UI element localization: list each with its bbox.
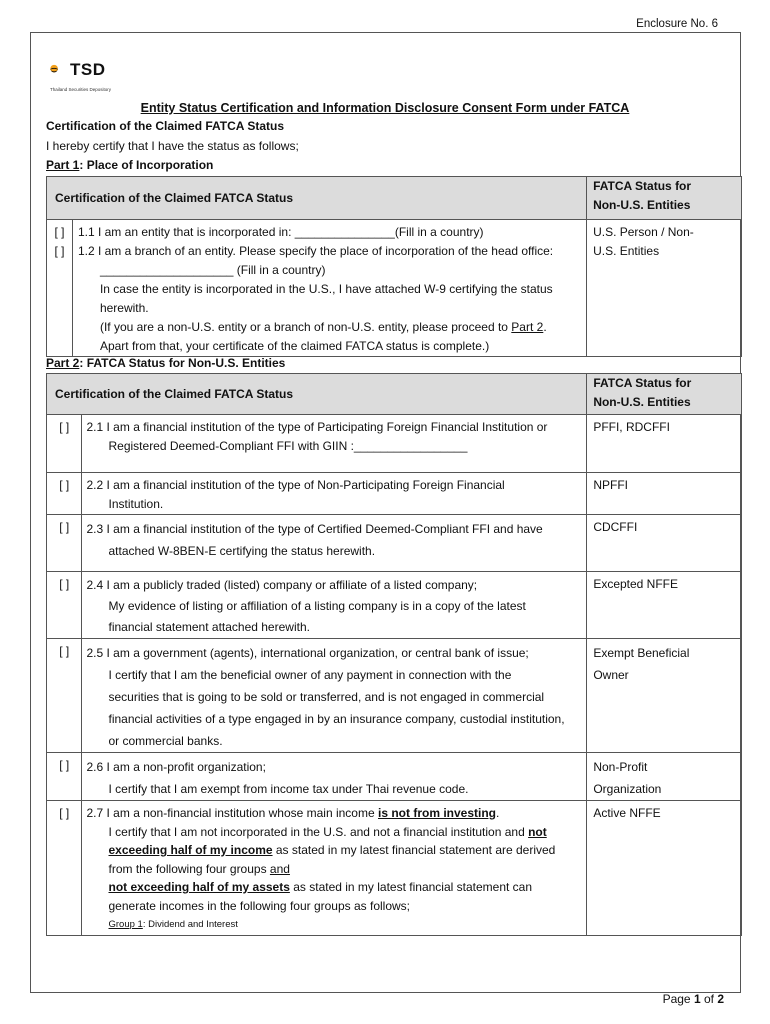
status-2-2: NPFFI bbox=[587, 473, 742, 515]
status-2-6: Non-Profit bbox=[593, 760, 648, 774]
status-2-3: CDCFFI bbox=[587, 515, 742, 572]
status-2-5: Exempt Beneficial bbox=[593, 646, 690, 660]
page-of: of bbox=[700, 992, 718, 1006]
row-2-2-line2: Institution. bbox=[108, 497, 164, 511]
page-current: 1 bbox=[693, 992, 701, 1006]
checkbox-1-1[interactable]: [ ] bbox=[54, 225, 65, 239]
checkbox-2-5[interactable]: [ ] bbox=[47, 639, 82, 753]
note-1b: herewith. bbox=[99, 301, 149, 315]
row-2-3-line1: 2.3 I am a financial institution of the type of Certified Deemed-Compliant FFI and have bbox=[86, 522, 543, 536]
row-2-5-line2: I certify that I am the beneficial owner of any payment in connection with the bbox=[108, 668, 512, 682]
table-row bbox=[47, 572, 742, 639]
part1-col-header-text: Certification of the Claimed FATCA Status bbox=[55, 191, 294, 205]
table-row bbox=[47, 473, 742, 515]
status-2-7: Active NFFE bbox=[587, 801, 742, 936]
group-1-text: : Dividend and Interest bbox=[142, 919, 238, 930]
logo-text: TSD bbox=[70, 60, 106, 79]
part1-status-2: U.S. Entities bbox=[593, 244, 660, 258]
part2-label: Part 2 bbox=[46, 356, 80, 370]
part2-status-header-1: FATCA Status for bbox=[593, 376, 692, 390]
part1-checkboxes[interactable] bbox=[47, 220, 73, 357]
part1-label: Part 1 bbox=[46, 158, 80, 172]
checkbox-2-4[interactable]: [ ] bbox=[47, 572, 82, 639]
row-2-7-line5: as stated in my latest financial statement can bbox=[289, 880, 533, 894]
checkbox-2-7[interactable]: [ ] bbox=[47, 801, 82, 936]
part1-items bbox=[72, 220, 586, 357]
group-1-label: Group 1 bbox=[108, 919, 143, 930]
checkbox-2-6[interactable]: [ ] bbox=[47, 753, 82, 801]
row-2-1-line1: 2.1 I am a financial institution of the type of Participating Foreign Financial Institution or bbox=[86, 420, 548, 434]
part2-status-header bbox=[587, 374, 742, 415]
row-2-2-line1: 2.2 I am a financial institution of the type of Non-Participating Foreign Financial bbox=[86, 478, 505, 492]
part1-heading-text: : Place of Incorporation bbox=[79, 158, 214, 172]
checkbox-1-2[interactable]: [ ] bbox=[54, 244, 65, 258]
form-title: Entity Status Certification and Information Disclosure Consent Form under FATCA bbox=[140, 101, 630, 115]
row-2-7-emph4: and bbox=[269, 861, 290, 876]
row-2-7-emph1: is not from investing bbox=[378, 806, 497, 820]
part1-col-header bbox=[47, 177, 587, 220]
part1-heading bbox=[46, 158, 213, 172]
note-1: In case the entity is incorporated in the U.S., I have attached W-9 certifying the status bbox=[99, 282, 553, 296]
row-2-7-line1: 2.7 I am a non-financial institution whose main income bbox=[86, 806, 378, 820]
row-2-4-line3: financial statement attached herewith. bbox=[108, 620, 310, 634]
row-2-4-line2: My evidence of listing or affiliation of a listing company is in a copy of the latest bbox=[108, 599, 526, 613]
row-2-7-emph2: not bbox=[528, 824, 547, 839]
table-row bbox=[47, 753, 742, 801]
note-2 bbox=[78, 318, 582, 337]
item-1-1: 1.1 I am an entity that is incorporated in: _______________(Fill in a country) bbox=[77, 225, 484, 239]
part1-status-1: U.S. Person / Non- bbox=[593, 225, 694, 239]
part1-status-header-2: Non-U.S. Entities bbox=[593, 198, 691, 212]
row-2-7-line4: from the following four groups bbox=[108, 861, 270, 876]
row-2-7-line2: I certify that I am not incorporated in the U.S. and not a financial institution and bbox=[108, 824, 529, 839]
part1-table bbox=[46, 176, 742, 357]
part1-status-header-1: FATCA Status for bbox=[593, 179, 692, 193]
row-2-5-line5: or commercial banks. bbox=[108, 734, 223, 748]
status-2-4: Excepted NFFE bbox=[587, 572, 742, 639]
row-2-7-line1-end: . bbox=[496, 806, 500, 820]
note-3: Apart from that, your certificate of the claimed FATCA status is complete.) bbox=[99, 339, 490, 353]
checkbox-2-1[interactable]: [ ] bbox=[47, 415, 82, 473]
status-2-6b: Organization bbox=[593, 782, 662, 796]
table-row bbox=[47, 415, 742, 473]
row-2-6-line2: I certify that I am exempt from income tax under Thai revenue code. bbox=[108, 782, 469, 796]
enclosure-label: Enclosure No. 6 bbox=[636, 18, 718, 30]
row-2-3-line2: attached W-8BEN-E certifying the status herewith. bbox=[108, 544, 376, 558]
page-total: 2 bbox=[717, 992, 724, 1006]
part2-heading bbox=[46, 356, 285, 370]
status-2-1: PFFI, RDCFFI bbox=[587, 415, 742, 473]
logo-subtitle: Thailand Securities Depository bbox=[50, 87, 112, 92]
row-2-7-emph5: not exceeding half of my assets bbox=[108, 880, 290, 894]
row-2-1-line2[interactable]: Registered Deemed-Compliant FFI with GIIN :_________________ bbox=[108, 439, 468, 453]
part1-status-header bbox=[587, 177, 742, 220]
row-2-7-line6: generate incomes in the following four groups as follows; bbox=[108, 898, 410, 913]
note-2-end: . bbox=[543, 320, 547, 334]
part2-col-header-text: Certification of the Claimed FATCA Status bbox=[55, 387, 294, 401]
checkbox-2-3[interactable]: [ ] bbox=[47, 515, 82, 572]
part2-status-header-2: Non-U.S. Entities bbox=[593, 395, 691, 409]
note-2-text: (If you are a non-U.S. entity or a branch of non-U.S. entity, please proceed to bbox=[99, 320, 512, 334]
part2-heading-text: : FATCA Status for Non-U.S. Entities bbox=[79, 356, 286, 370]
table-row bbox=[47, 639, 742, 753]
row-2-4-line1: 2.4 I am a publicly traded (listed) company or affiliate of a listed company; bbox=[86, 578, 478, 592]
part2-col-header bbox=[47, 374, 587, 415]
row-2-5-line4: financial activities of a type engaged in by an insurance company, custodial institution, bbox=[108, 712, 565, 726]
table-row bbox=[47, 515, 742, 572]
status-2-5b: Owner bbox=[593, 668, 629, 682]
row-2-7-emph3: exceeding half of my income bbox=[108, 843, 273, 857]
part1-status bbox=[587, 220, 742, 357]
row-2-6-line1: 2.6 I am a non-profit organization; bbox=[86, 760, 266, 774]
row-2-7-line3: as stated in my latest financial statement are derived bbox=[272, 843, 556, 857]
row-2-5-line3: securities that is going to be sold or transferred, and is not engaged in commercial bbox=[108, 690, 545, 704]
part2-link[interactable]: Part 2 bbox=[511, 320, 544, 334]
intro-text: I hereby certify that I have the status as follows; bbox=[46, 139, 299, 153]
checkbox-2-2[interactable]: [ ] bbox=[47, 473, 82, 515]
row-2-5-line1: 2.5 I am a government (agents), international organization, or central bank of issue; bbox=[86, 646, 529, 660]
form-subtitle: Certification of the Claimed FATCA Status bbox=[46, 119, 285, 133]
page-label: Page bbox=[662, 992, 694, 1006]
item-1-2: 1.2 I am a branch of an entity. Please specify the place of incorporation of the head office: bbox=[77, 244, 554, 258]
page-number bbox=[663, 992, 724, 1006]
part2-table bbox=[46, 373, 742, 936]
item-1-2-fill[interactable]: ____________________ (Fill in a country) bbox=[99, 263, 326, 277]
table-row bbox=[47, 801, 742, 936]
